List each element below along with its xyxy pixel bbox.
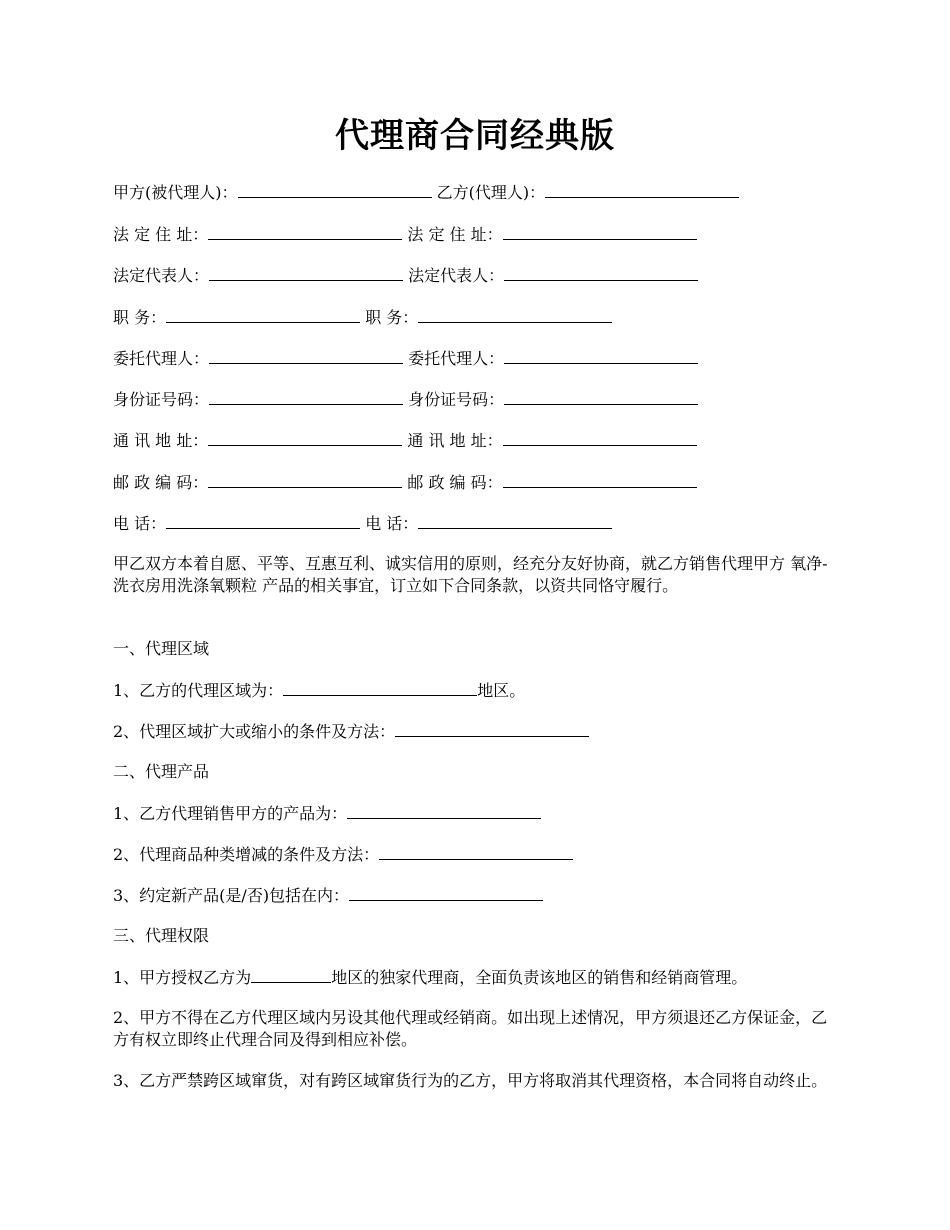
blank-mail-b[interactable] <box>503 429 697 446</box>
blank-party-b[interactable] <box>545 181 739 198</box>
blank-phone-a[interactable] <box>166 512 360 529</box>
blank-exclusive-region[interactable] <box>251 966 331 983</box>
label-phone-a: 电 话： <box>113 514 167 533</box>
item-text: 1、甲方授权乙方为 <box>113 968 252 987</box>
label-party-b: 乙方(代理人)： <box>436 183 546 202</box>
label-agent-b: 委托代理人： <box>408 349 505 368</box>
blank-postcode-a[interactable] <box>208 471 402 488</box>
blank-region[interactable] <box>283 679 477 696</box>
section-3-item-2: 2、甲方不得在乙方代理区域内另设其他代理或经销商。如出现上述情况，甲方须退还乙方保证金，乙方有权立即终止代理合同及得到相应补偿。 <box>113 1008 828 1049</box>
label-agent-a: 委托代理人： <box>113 349 210 368</box>
blank-party-a[interactable] <box>238 181 432 198</box>
item-text: 2、代理区域扩大或缩小的条件及方法： <box>113 722 396 741</box>
blank-region-change[interactable] <box>395 720 589 737</box>
item-text: 2、代理商品种类增减的条件及方法： <box>113 845 380 864</box>
label-id-a: 身份证号码： <box>113 390 210 409</box>
party-row-position <box>113 306 612 329</box>
section-1-item-1 <box>113 679 525 702</box>
label-postcode-b: 邮 政 编 码： <box>407 473 503 492</box>
item-text-suffix: 地区。 <box>477 681 526 700</box>
label-position-a: 职 务： <box>113 308 167 327</box>
blank-postcode-b[interactable] <box>503 471 697 488</box>
blank-id-b[interactable] <box>504 388 698 405</box>
item-text: 1、乙方的代理区域为： <box>113 681 284 700</box>
blank-agent-b[interactable] <box>504 347 698 364</box>
section-3-item-1 <box>113 966 747 989</box>
item-text: 1、乙方代理销售甲方的产品为： <box>113 804 348 823</box>
label-postcode-a: 邮 政 编 码： <box>113 473 209 492</box>
label-position-b: 职 务： <box>365 308 419 327</box>
label-party-a: 甲方(被代理人)： <box>113 183 238 202</box>
section-3-heading: 三、代理权限 <box>113 926 210 945</box>
section-2-item-2 <box>113 843 573 866</box>
blank-id-a[interactable] <box>209 388 403 405</box>
item-text: 3、约定新产品(是/否)包括在内： <box>113 886 350 905</box>
label-legal-rep-b: 法定代表人： <box>408 266 505 285</box>
label-address-b: 法 定 住 址： <box>407 225 503 244</box>
blank-products[interactable] <box>347 802 541 819</box>
label-address-a: 法 定 住 址： <box>113 225 209 244</box>
section-1-item-2 <box>113 720 589 743</box>
blank-address-a[interactable] <box>208 223 402 240</box>
section-1-heading: 一、代理区域 <box>113 639 210 658</box>
party-row-principal <box>113 181 739 204</box>
label-id-b: 身份证号码： <box>408 390 505 409</box>
party-row-agent <box>113 347 698 370</box>
blank-product-change[interactable] <box>379 843 573 860</box>
intro-paragraph: 甲乙双方本着自愿、平等、互惠互利、诚实信用的原则，经充分友好协商，就乙方销售代理甲方 氧净-洗衣房用洗涤氧颗粒 产品的相关事宜，订立如下合同条款，以资共同恪守履行。 <box>113 554 828 595</box>
blank-mail-a[interactable] <box>208 429 402 446</box>
blank-address-b[interactable] <box>503 223 697 240</box>
blank-phone-b[interactable] <box>418 512 612 529</box>
section-2-heading: 二、代理产品 <box>113 762 210 781</box>
blank-new-products[interactable] <box>349 884 543 901</box>
party-row-legal-rep <box>113 264 698 287</box>
party-row-mail-address <box>113 429 697 452</box>
label-mail-a: 通 讯 地 址： <box>113 431 209 450</box>
blank-legal-rep-b[interactable] <box>504 264 698 281</box>
blank-legal-rep-a[interactable] <box>209 264 403 281</box>
item-text-suffix: 地区的独家代理商，全面负责该地区的销售和经销商管理。 <box>331 968 748 987</box>
party-row-address <box>113 223 697 246</box>
blank-agent-a[interactable] <box>209 347 403 364</box>
blank-position-a[interactable] <box>166 306 360 323</box>
label-legal-rep-a: 法定代表人： <box>113 266 210 285</box>
page-title: 代理商合同经典版 <box>335 116 615 156</box>
party-row-id-number <box>113 388 698 411</box>
label-mail-b: 通 讯 地 址： <box>407 431 503 450</box>
blank-position-b[interactable] <box>418 306 612 323</box>
party-row-postcode <box>113 471 697 494</box>
party-row-phone <box>113 512 612 535</box>
section-2-item-1 <box>113 802 541 825</box>
label-phone-b: 电 话： <box>365 514 419 533</box>
section-2-item-3 <box>113 884 543 907</box>
section-3-item-3: 3、乙方严禁跨区域窜货，对有跨区域窜货行为的乙方，甲方将取消其代理资格，本合同将自动终止。 <box>113 1071 828 1090</box>
